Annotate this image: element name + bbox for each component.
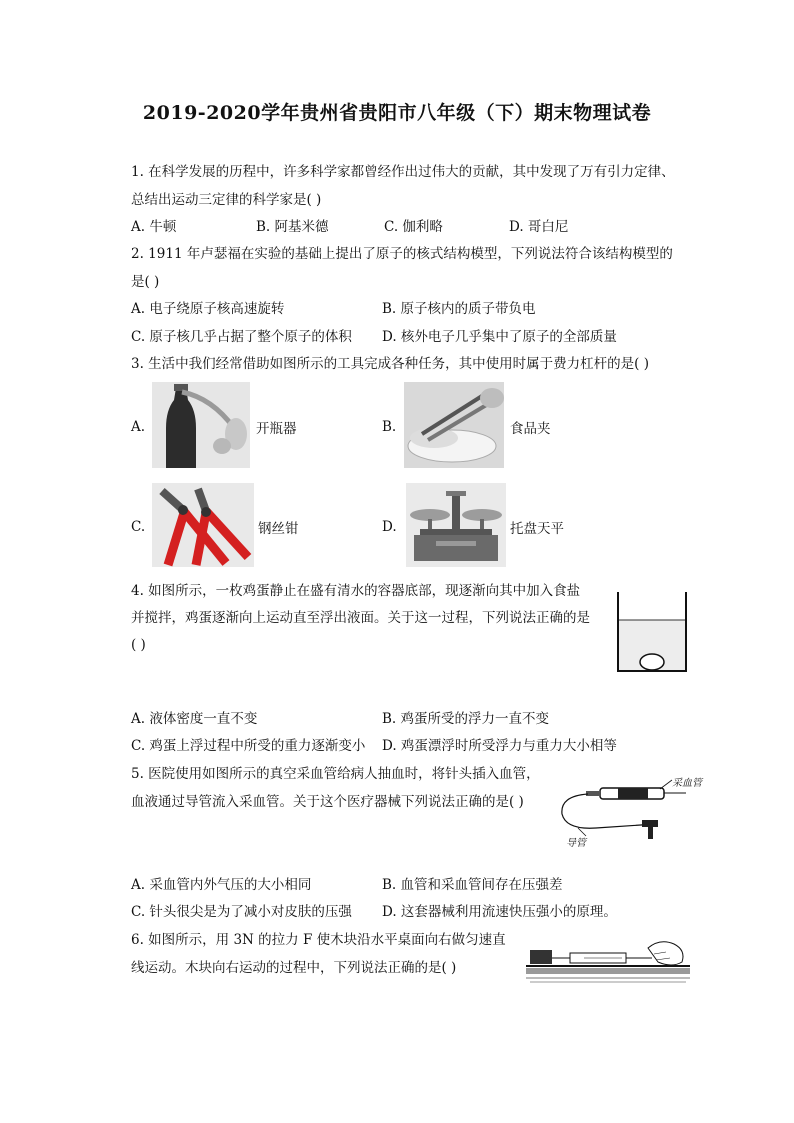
q5-option-a[interactable]: A. 采血管内外气压的大小相同 [131, 877, 312, 893]
q2-option-d[interactable]: D. 核外电子几乎集中了原子的全部质量 [382, 329, 617, 345]
q1-option-b[interactable]: B. 阿基米德 [256, 219, 329, 235]
q1-stem-line2: 总结出运动三定律的科学家是( ) [131, 192, 322, 208]
q5-figure-label-tube: 采血管 [672, 778, 702, 789]
q4-stem-line1: 4. 如图所示，一枚鸡蛋静止在盛有清水的容器底部，现逐渐向其中加入食盐 [131, 583, 581, 599]
q5-option-d[interactable]: D. 这套器械利用流速快压强小的原理。 [382, 904, 617, 920]
q5-option-b[interactable]: B. 血管和采血管间存在压强差 [382, 877, 563, 893]
q4-option-d[interactable]: D. 鸡蛋漂浮时所受浮力与重力大小相等 [382, 738, 617, 754]
wooden-block-pulled-figure [526, 936, 690, 988]
q2-stem-line1: 2. 1911 年卢瑟福在实验的基础上提出了原子的核式结构模型，下列说法符合该结构模型的 [131, 246, 673, 262]
q3-option-a-label: 开瓶器 [256, 421, 297, 437]
q3-option-c-letter[interactable]: C. [131, 519, 146, 535]
q5-option-c[interactable]: C. 针头很尖是为了减小对皮肤的压强 [131, 904, 352, 920]
q6-stem-line2: 线运动。木块向右运动的过程中，下列说法正确的是( ) [131, 960, 457, 976]
q3-option-b-letter[interactable]: B. [382, 419, 397, 435]
q4-stem-line3: ( ) [131, 637, 146, 653]
q3-option-b-label: 食品夹 [510, 421, 551, 437]
q5-stem-line2: 血液通过导管流入采血管。关于这个医疗器械下列说法正确的是( ) [131, 794, 524, 810]
q1-option-a[interactable]: A. 牛顿 [131, 219, 177, 235]
q2-stem-line2: 是( ) [131, 274, 160, 290]
page-title: 2019-2020学年贵州省贵阳市八年级（下）期末物理试卷 [142, 102, 652, 124]
q3-option-d-letter[interactable]: D. [382, 519, 397, 535]
q2-option-a[interactable]: A. 电子绕原子核高速旋转 [131, 301, 285, 317]
q2-option-b[interactable]: B. 原子核内的质子带负电 [382, 301, 536, 317]
q3-stem: 3. 生活中我们经常借助如图所示的工具完成各种任务，其中使用时属于费力杠杆的是( ) [131, 356, 649, 372]
q3-option-c-label: 钢丝钳 [258, 521, 299, 537]
balance-scale-photo [406, 483, 506, 567]
q4-option-a[interactable]: A. 液体密度一直不变 [131, 711, 258, 727]
q4-stem-line2: 并搅拌，鸡蛋逐渐向上运动直至浮出液面。关于这一过程，下列说法正确的是 [131, 610, 590, 626]
q3-option-a-letter[interactable]: A. [131, 419, 146, 435]
q3-option-d-label: 托盘天平 [510, 521, 564, 537]
pliers-photo [152, 483, 254, 567]
q6-stem-line1: 6. 如图所示，用 3N 的拉力 F 使木块沿水平桌面向右做匀速直 [131, 932, 506, 948]
q5-stem-line1: 5. 医院使用如图所示的真空采血管给病人抽血时，将针头插入血管， [131, 766, 540, 782]
q5-figure-label-catheter: 导管 [566, 838, 586, 849]
q1-option-d[interactable]: D. 哥白尼 [509, 219, 569, 235]
q2-option-c[interactable]: C. 原子核几乎占据了整个原子的体积 [131, 329, 352, 345]
q4-option-b[interactable]: B. 鸡蛋所受的浮力一直不变 [382, 711, 550, 727]
q4-option-c[interactable]: C. 鸡蛋上浮过程中所受的重力逐渐变小 [131, 738, 366, 754]
egg-in-container-figure [612, 590, 692, 674]
q1-stem-line1: 1. 在科学发展的历程中，许多科学家都曾经作出过伟大的贡献，其中发现了万有引力定律、 [131, 164, 675, 180]
bottle-opener-photo [152, 382, 250, 468]
q1-option-c[interactable]: C. 伽利略 [384, 219, 443, 235]
food-tongs-photo [404, 382, 504, 468]
